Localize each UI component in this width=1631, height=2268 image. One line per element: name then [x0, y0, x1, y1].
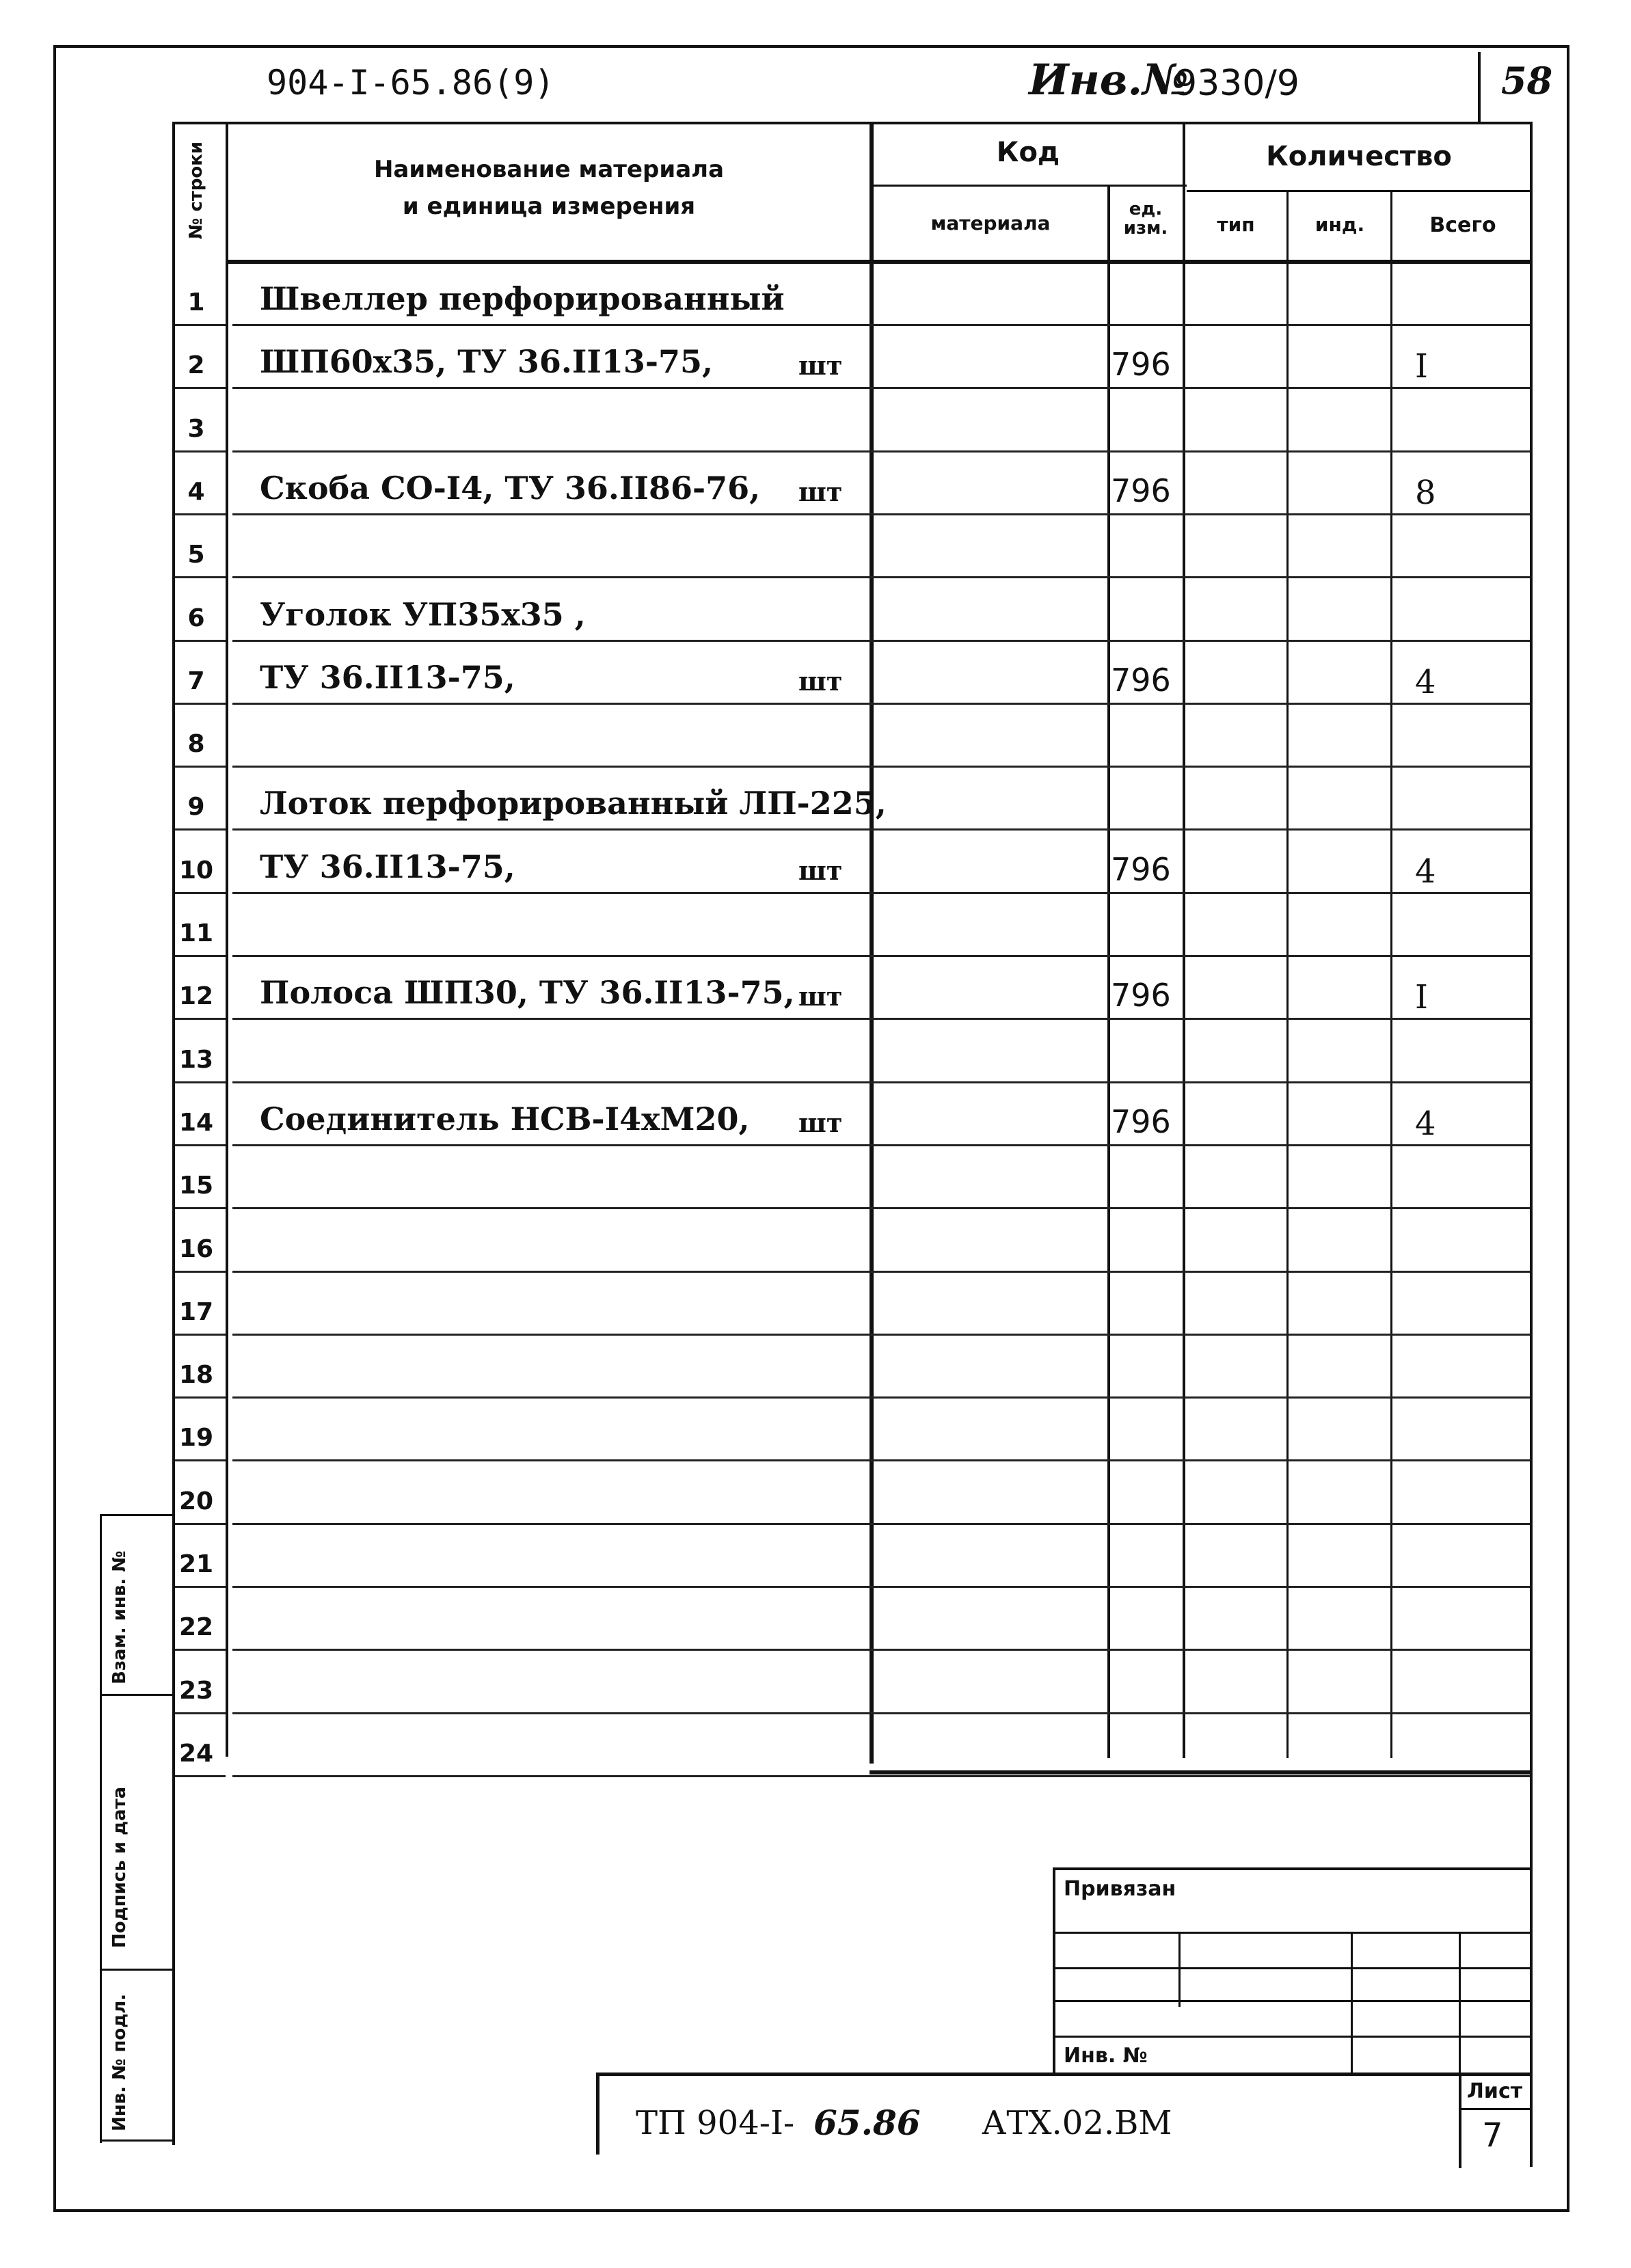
row-unit-code: 796	[1111, 472, 1171, 509]
row-number: 24	[178, 1740, 214, 1768]
header-quantity: Количество	[1266, 141, 1452, 172]
row-line	[232, 640, 1530, 642]
titleblock-sheet-divider	[1459, 2073, 1461, 2168]
row-number-line	[175, 1271, 226, 1273]
row-number: 12	[178, 982, 214, 1010]
row-quantity-total: 4	[1415, 663, 1436, 701]
row-line	[232, 828, 1530, 831]
row-number: 22	[178, 1613, 214, 1641]
row-number-line	[175, 1144, 226, 1146]
row-unit: шт	[798, 666, 843, 697]
side-col-divider-3	[100, 1969, 172, 1971]
row-number-line	[175, 1081, 226, 1083]
inner-frame-right	[1530, 123, 1533, 2167]
row-number: 2	[187, 351, 205, 379]
inv-number: 9330/9	[1174, 63, 1299, 104]
row-material-name: Соединитель НСВ-I4хМ20,	[260, 1101, 750, 1137]
row-number: 3	[187, 415, 205, 443]
col-line-material	[870, 123, 874, 1764]
row-line	[232, 1144, 1530, 1146]
row-number: 15	[178, 1172, 214, 1200]
side-label-vzam: Взам. инв. №	[109, 1550, 130, 1684]
header-top-line	[172, 122, 1533, 124]
row-number-line	[175, 387, 226, 389]
col-line-name	[226, 123, 228, 1757]
side-col-divider-1	[100, 1514, 172, 1516]
doc-code: 904-I-65.86(9)	[267, 63, 555, 103]
header-name-line1: Наименование материала	[373, 156, 725, 183]
titleblock-sheet-label: Лист	[1467, 2079, 1523, 2103]
row-number-line	[175, 450, 226, 453]
row-line	[232, 576, 1530, 578]
row-number-line	[175, 1396, 226, 1399]
row-number-line	[175, 1523, 226, 1525]
side-col-bottom	[100, 2139, 172, 2142]
stamp-inv-no-label: Инв. №	[1064, 2044, 1148, 2068]
col-line-type	[1183, 123, 1185, 1758]
row-material-name: ТУ 36.II13-75,	[260, 659, 515, 696]
titleblock-doc-handwritten: 65.86	[813, 2103, 921, 2143]
header-bottom-line	[226, 260, 1533, 264]
header-qty-total: Всего	[1429, 213, 1496, 237]
row-number: 13	[178, 1046, 214, 1074]
row-number: 1	[187, 288, 205, 316]
outer-frame-bottom	[53, 2209, 1569, 2212]
row-material-name: ШП60х35, ТУ 36.II13-75,	[260, 343, 714, 380]
header-name-line2: и единица измерения	[402, 193, 696, 220]
titleblock-sheet-line	[1459, 2108, 1531, 2110]
row-material-name: Полоса ШП30, ТУ 36.II13-75,	[260, 974, 795, 1011]
row-number: 5	[187, 541, 205, 569]
titleblock-sheet-number: 7	[1482, 2116, 1503, 2155]
privyazan-top	[1053, 1867, 1531, 1870]
row-number: 20	[178, 1487, 214, 1515]
row-material-name: Скоба СО-I4, ТУ 36.II86-76,	[260, 470, 761, 507]
privyazan-vline-2	[1351, 1932, 1353, 2073]
row-quantity-total: 8	[1415, 474, 1436, 512]
row-quantity-total: 4	[1415, 1105, 1436, 1143]
row-number: 11	[178, 919, 214, 947]
header-qty-ind: инд.	[1315, 213, 1365, 236]
header-row-no: № строки	[186, 141, 206, 239]
row-number: 10	[178, 856, 214, 885]
row-unit: шт	[798, 476, 843, 507]
header-sub-line-qty	[1187, 190, 1533, 192]
row-quantity-total: 4	[1415, 852, 1436, 891]
side-col-left	[100, 1514, 102, 2143]
row-number-line	[175, 1207, 226, 1209]
header-code-unit: ед. изм.	[1123, 199, 1168, 239]
row-unit-code: 796	[1111, 346, 1171, 383]
row-number-line	[175, 766, 226, 768]
row-material-name: Швеллер перфорированный	[260, 280, 785, 317]
row-line	[232, 1271, 1530, 1273]
row-line	[232, 450, 1530, 453]
privyazan-label: Привязан	[1064, 1877, 1176, 1901]
inv-label: Инв.№	[1029, 55, 1189, 105]
titleblock-doc-prefix: ТП 904-I-	[636, 2104, 795, 2142]
row-unit-code: 796	[1111, 851, 1171, 888]
row-material-name: ТУ 36.II13-75,	[260, 848, 515, 885]
row-unit: шт	[798, 855, 843, 886]
row-line	[232, 766, 1530, 768]
row-number-line	[175, 324, 226, 326]
page-number-box-divider	[1478, 52, 1481, 123]
row-line	[232, 1649, 1530, 1651]
row-line	[232, 1018, 1530, 1020]
row-line	[232, 1775, 1530, 1777]
row-line	[232, 1586, 1530, 1588]
row-number-line	[175, 1649, 226, 1651]
row-quantity-total: I	[1415, 978, 1428, 1016]
row-number: 14	[178, 1109, 214, 1137]
row-line	[232, 324, 1530, 326]
outer-frame-top	[53, 45, 1569, 48]
row-material-name: Лоток перфорированный ЛП-225,	[260, 785, 887, 822]
row-number-line	[175, 1712, 226, 1714]
row-number: 23	[178, 1677, 214, 1705]
row-number-line	[175, 828, 226, 831]
row-number: 18	[178, 1361, 214, 1389]
row-number: 4	[187, 478, 205, 506]
row-line	[232, 1712, 1530, 1714]
row-number-line	[175, 1334, 226, 1336]
header-code: Код	[996, 137, 1060, 168]
outer-frame-right	[1567, 45, 1569, 2212]
row-line	[232, 892, 1530, 894]
row-number-line	[175, 703, 226, 705]
col-line-unit	[1107, 186, 1110, 1758]
row-unit-code: 796	[1111, 1103, 1171, 1140]
row-number: 19	[178, 1424, 214, 1452]
header-sub-line-code	[872, 185, 1187, 187]
row-line	[232, 1081, 1530, 1083]
row-line	[232, 1459, 1530, 1461]
row-line	[232, 1207, 1530, 1209]
row-number-line	[175, 1586, 226, 1588]
row-number: 8	[187, 730, 205, 758]
titleblock-left	[596, 2073, 599, 2155]
titleblock-doc-suffix: АТХ.02.ВМ	[982, 2104, 1172, 2142]
table-bottom-line	[870, 1770, 1533, 1774]
row-unit: шт	[798, 981, 843, 1012]
row-unit-code: 796	[1111, 977, 1171, 1014]
row-number: 16	[178, 1235, 214, 1263]
outer-frame-left	[53, 45, 56, 2212]
row-number-line	[175, 576, 226, 578]
row-number: 7	[187, 667, 205, 695]
side-col-divider-2	[100, 1694, 172, 1696]
header-code-material: материала	[930, 212, 1051, 234]
row-line	[232, 513, 1530, 515]
row-line	[232, 955, 1530, 957]
privyazan-vline-1	[1178, 1932, 1181, 2007]
row-unit: шт	[798, 350, 843, 381]
privyazan-vline-3	[1459, 1932, 1461, 2073]
row-number-line	[175, 1459, 226, 1461]
row-line	[232, 387, 1530, 389]
row-number-line	[175, 1018, 226, 1020]
row-number: 21	[178, 1550, 214, 1578]
row-unit-code: 796	[1111, 662, 1171, 699]
row-material-name: Уголок УП35х35 ,	[260, 596, 586, 633]
side-label-podpis: Подпись и дата	[109, 1786, 130, 1948]
row-line	[232, 1334, 1530, 1336]
row-number: 6	[187, 604, 205, 632]
titleblock-top	[596, 2073, 1533, 2076]
header-qty-type: тип	[1217, 213, 1255, 236]
row-number-line	[175, 640, 226, 642]
row-unit: шт	[798, 1107, 843, 1138]
side-label-inv-podl: Инв. № подл.	[109, 1993, 130, 2131]
row-number-line	[175, 1775, 226, 1777]
page-number: 58	[1501, 59, 1553, 103]
row-number-line	[175, 955, 226, 957]
row-line	[232, 703, 1530, 705]
row-line	[232, 1523, 1530, 1525]
row-number-line	[175, 892, 226, 894]
privyazan-left	[1053, 1867, 1055, 2073]
row-number: 17	[178, 1298, 214, 1326]
row-number-line	[175, 513, 226, 515]
row-number: 9	[187, 793, 205, 821]
row-line	[232, 1396, 1530, 1399]
row-quantity-total: I	[1415, 347, 1428, 386]
